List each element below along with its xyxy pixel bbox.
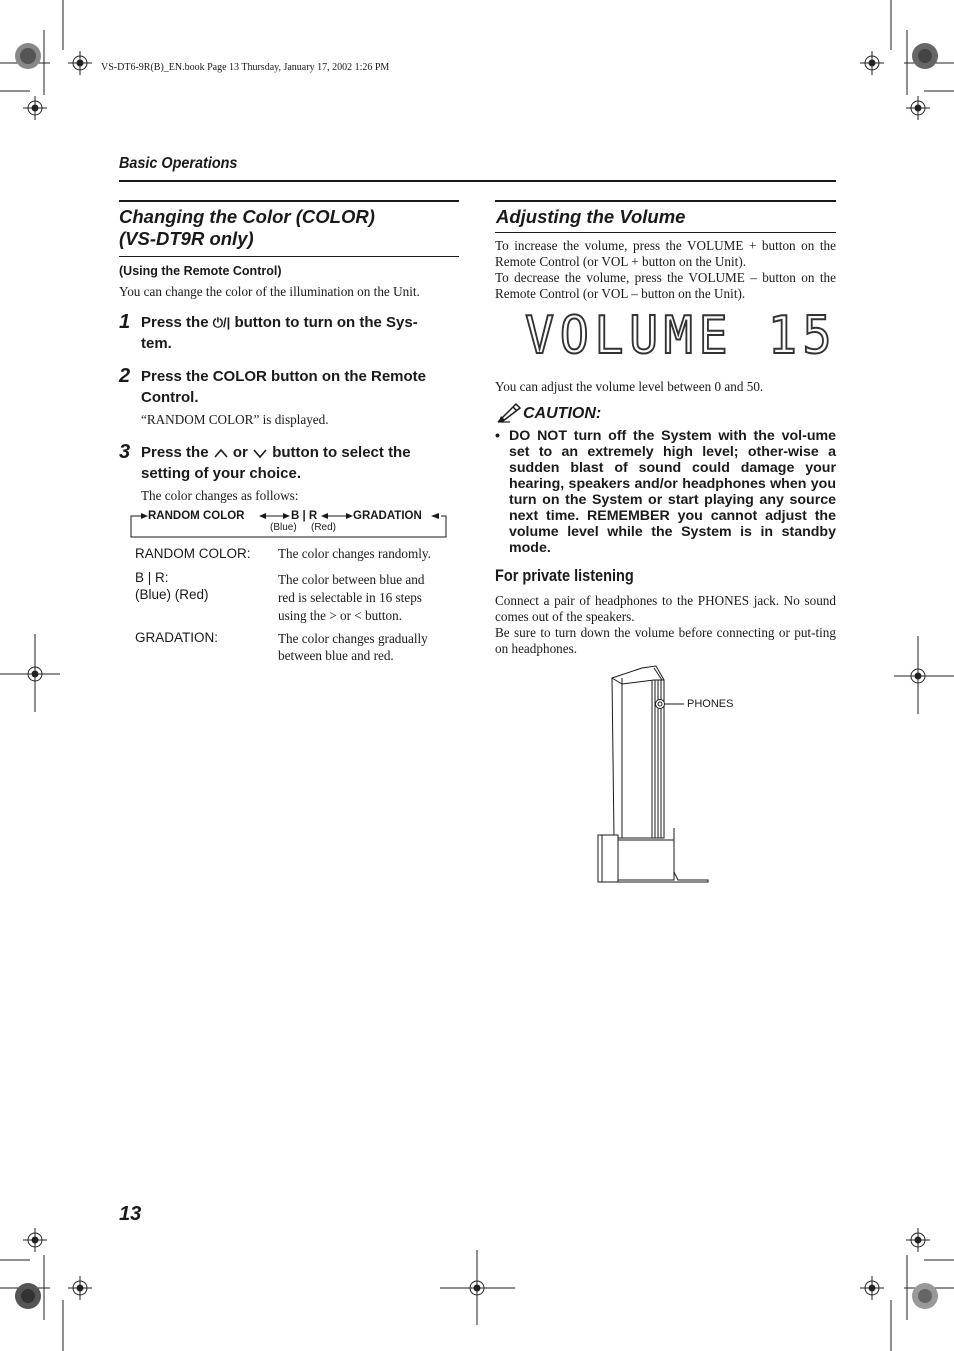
volume-increase-text: To increase the volume, press the VOLUME + button on the Remote Control (or VOL + button on the Unit). <box>495 238 836 269</box>
flow-gradation: GRADATION <box>353 510 422 522</box>
header-rule <box>119 180 836 182</box>
private-listening-title: For private listening <box>495 567 634 585</box>
caution-bullet: • <box>495 428 500 444</box>
power-icon: ⏻/| <box>212 315 231 330</box>
page-number: 13 <box>119 1203 142 1225</box>
left-title-bottom-rule <box>119 256 459 257</box>
table-desc-random: The color changes randomly. <box>278 546 431 561</box>
up-chevron-icon <box>213 447 229 459</box>
table-key-random: RANDOM COLOR: <box>135 546 251 561</box>
volume-section-title: Adjusting the Volume <box>496 206 686 227</box>
table-desc-blue-red: The color between blue and red is selectable in 16 steps using the > or < button. <box>278 572 425 623</box>
volume-decrease-text: To decrease the volume, press the VOLUME – button on the Remote Control (or VOL – button on the Unit). <box>495 270 836 301</box>
file-info: VS-DT6-9R(B)_EN.book Page 13 Thursday, January 17, 2002 1:26 PM <box>101 62 390 73</box>
private-listening-para2: Be sure to turn down the volume before connecting or put-ting on headphones. <box>495 625 836 656</box>
flow-blue-red: B | R <box>291 510 318 522</box>
flow-blue-label: (Blue) <box>270 522 297 533</box>
remote-subhead: (Using the Remote Control) <box>119 264 282 278</box>
volume-range-note: You can adjust the volume level between 0 and 50. <box>495 379 764 394</box>
unit-side-illustration <box>594 662 714 886</box>
right-title-top-rule <box>495 200 836 202</box>
down-chevron-icon <box>252 447 268 459</box>
step-3-note: The color changes as follows: <box>141 488 299 503</box>
phones-label: PHONES <box>687 698 734 710</box>
step-number: 2 <box>119 365 131 387</box>
caution-text: DO NOT turn off the System with the vol-ume set to an extremely high level; other-wise a sudden blast of sound could damage your hearing, speakers and/or headphones when you turn on the System or start playing any source next time. REMEMBER you cannot adjust the volume level while the System is in standby mode. <box>509 428 836 556</box>
volume-display <box>525 306 838 370</box>
step-number: 1 <box>119 311 131 333</box>
flow-random-color: RANDOM COLOR <box>148 510 245 522</box>
private-listening-para1: Connect a pair of headphones to the PHONES jack. No sound comes out of the speakers. <box>495 593 836 624</box>
table-desc-gradation: The color changes gradually between blue and red. <box>278 631 428 663</box>
table-key-blue-red: B | R: (Blue) (Red) <box>135 570 209 602</box>
volume-display-text: VOLUME 15 <box>525 306 838 366</box>
right-title-bottom-rule <box>495 232 836 233</box>
step-3-text: Press the or button to select the setting of your choice. <box>141 444 411 482</box>
color-intro: You can change the color of the illumination on the Unit. <box>119 284 420 299</box>
caution-title: CAUTION: <box>523 405 602 422</box>
step-2-text: Press the COLOR button on the Remote Control. <box>141 368 427 406</box>
caution-pencil-icon <box>496 401 522 423</box>
step-number: 3 <box>119 441 131 463</box>
table-key-gradation: GRADATION: <box>135 630 219 645</box>
flow-red-label: (Red) <box>311 522 337 533</box>
left-title-top-rule <box>119 200 459 202</box>
step-2-note: “RANDOM COLOR” is displayed. <box>141 412 329 427</box>
section-label: Basic Operations <box>119 155 238 172</box>
step-1-text: Press the ⏻/| button to turn on the Sys- tem. <box>141 314 418 352</box>
color-section-title: Changing the Color (COLOR) (VS-DT9R only) <box>119 206 375 249</box>
